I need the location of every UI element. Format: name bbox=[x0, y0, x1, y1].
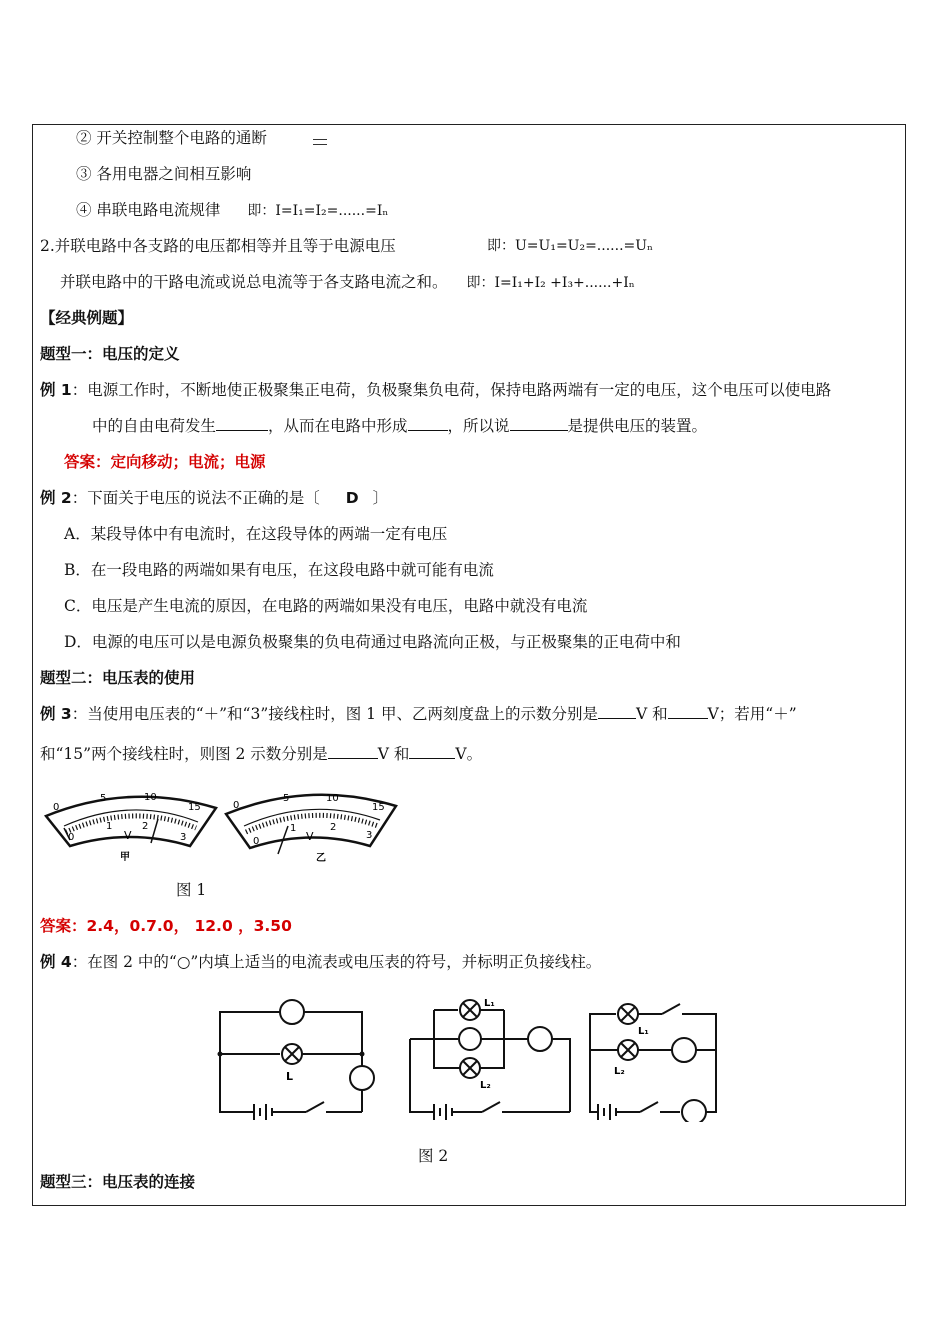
meter-yi-top-0: 0 bbox=[233, 800, 240, 811]
example1-text-b3: ，所以说 bbox=[447, 417, 510, 435]
example2-close: 〕 bbox=[372, 489, 389, 507]
option-c: C．电压是产生电流的原因，在电路的两端如果没有电压，电路中就没有电流 bbox=[64, 597, 588, 615]
example3-text-a2: V 和 bbox=[635, 705, 668, 723]
example1-text-b4: 是提供电压的装置。 bbox=[567, 417, 708, 435]
meter-jia-bottom-3: 3 bbox=[180, 832, 187, 843]
rule-parallel-voltage-formula: 即：U=U₁=U₂=......=Uₙ bbox=[487, 238, 654, 254]
meter-yi-top-15: 15 bbox=[372, 802, 385, 813]
meter-jia bbox=[46, 792, 216, 863]
rule-parallel-current-formula: 即：I=I₁+I₂ +I₃+......+Iₙ bbox=[466, 275, 635, 291]
circuit-2 bbox=[410, 1000, 570, 1120]
meter-jia-label: 甲 bbox=[120, 852, 130, 863]
type3-heading: 题型三：电压表的连接 bbox=[40, 1173, 196, 1191]
section-title: 【经典例题】 bbox=[40, 309, 134, 327]
meter-jia-bottom-0: 0 bbox=[68, 832, 75, 843]
meter-yi-top-5: 5 bbox=[283, 793, 290, 804]
type1-heading: 题型一：电压的定义 bbox=[40, 345, 180, 363]
rule-switch: ② 开关控制整个电路的通断 bbox=[76, 129, 267, 147]
example2-label: 例 2 bbox=[40, 489, 72, 507]
rule-series-current bbox=[76, 200, 388, 221]
blank-6[interactable] bbox=[328, 744, 378, 759]
option-d: D．电源的电压可以是电源负极聚集的负电荷通过电路流向正极，与正极聚集的正电荷中和 bbox=[64, 633, 681, 651]
answer-3: 答案：2.4，0.7.0， 12.0 ，3.50 bbox=[40, 917, 292, 935]
meter-yi-bottom-2: 2 bbox=[330, 822, 337, 833]
example4-label: 例 4 bbox=[40, 953, 72, 971]
example1-text-b1: 中的自由电荷发生 bbox=[92, 417, 217, 435]
meter-jia-top-10: 10 bbox=[144, 792, 157, 803]
circuit-3 bbox=[590, 1004, 716, 1122]
meter-yi-bottom-3: 3 bbox=[366, 830, 373, 841]
example3-text-a1: ：当使用电压表的“＋”和“3”接线柱时，图 1 甲、乙两刻度盘上的示数分别是 bbox=[71, 705, 598, 723]
rule-series-text: ④ 串联电路电流规律 bbox=[76, 201, 221, 219]
blank-4[interactable] bbox=[598, 704, 636, 719]
meter-jia-top-5: 5 bbox=[100, 793, 107, 804]
rule-parallel-voltage bbox=[40, 236, 654, 256]
example1-text-b2: ，从而在电路中形成 bbox=[268, 417, 408, 435]
circuit2-meter-right bbox=[528, 1027, 552, 1051]
stray-mark bbox=[313, 139, 327, 145]
meter-yi-label: 乙 bbox=[316, 853, 326, 864]
rule-parallel-voltage-text: 2.并联电路中各支路的电压都相等并且等于电源电压 bbox=[40, 237, 396, 255]
example4-question bbox=[40, 952, 601, 972]
blank-5[interactable] bbox=[668, 704, 708, 719]
example3-text-b2: V 和 bbox=[377, 745, 410, 763]
example3-text-a3: V；若用“＋” bbox=[707, 705, 797, 723]
meter-yi-bottom-0: 0 bbox=[253, 836, 260, 847]
blank-3[interactable] bbox=[510, 416, 568, 431]
option-b: B．在一段电路的两端如果有电压，在这段电路中就可能有电流 bbox=[64, 561, 494, 579]
figure-2-circuits bbox=[214, 994, 724, 1122]
example3-text-b1: 和“15”两个接线柱时，则图 2 示数分别是 bbox=[40, 745, 328, 763]
meter-jia-unit: V bbox=[124, 829, 132, 842]
option-a: A．某段导体中有电流时，在这段导体的两端一定有电压 bbox=[64, 525, 448, 543]
figure-1-caption: 图 1 bbox=[176, 881, 207, 899]
circuit1-meter-top bbox=[280, 1000, 304, 1024]
circuit2-lamp-l2-label: L₂ bbox=[480, 1080, 491, 1091]
meter-yi bbox=[226, 793, 396, 864]
circuit3-lamp-l1-label: L₁ bbox=[638, 1026, 649, 1037]
circuit1-junction-left bbox=[218, 1052, 223, 1057]
rule-parallel-current bbox=[60, 272, 635, 293]
rule-series-formula: 即：I=I₁=I₂=......=Iₙ bbox=[247, 203, 389, 219]
example1-line1 bbox=[40, 380, 831, 400]
circuit-1 bbox=[220, 1000, 374, 1120]
example3-label: 例 3 bbox=[40, 705, 72, 723]
example3-text-b3: V。 bbox=[455, 745, 483, 763]
meter-jia-bottom-1: 1 bbox=[106, 821, 113, 832]
example2-answer: D bbox=[345, 489, 359, 507]
meter-jia-bottom-2: 2 bbox=[142, 821, 149, 832]
circuit1-lamp-label: L bbox=[286, 1070, 294, 1083]
circuit1-junction-right bbox=[360, 1052, 365, 1057]
circuit3-meter-bottom bbox=[682, 1100, 706, 1122]
example1-line2 bbox=[92, 416, 707, 436]
type2-heading: 题型二：电压表的使用 bbox=[40, 669, 196, 687]
circuit3-lamp-l2-label: L₂ bbox=[614, 1066, 625, 1077]
meter-yi-top-10: 10 bbox=[326, 793, 339, 804]
example4-text: ：在图 2 中的“○”内填上适当的电流表或电压表的符号，并标明正负接线柱。 bbox=[71, 953, 602, 971]
example3-line1 bbox=[40, 704, 797, 724]
rule-parallel-current-text: 并联电路中的干路电流或说总电流等于各支路电流之和。 bbox=[60, 273, 448, 291]
figure-1-voltmeters bbox=[40, 788, 400, 868]
example1-text-a: ：电源工作时，不断地使正极聚集正电荷，负极聚集负电荷，保持电路两端有一定的电压，这个电压可以使电路 bbox=[71, 381, 832, 399]
rule-influence: ③ 各用电器之间相互影响 bbox=[76, 165, 252, 183]
circuit2-lamp-l1-label: L₁ bbox=[484, 998, 495, 1009]
meter-yi-unit: V bbox=[306, 830, 314, 843]
meter-yi-bottom-1: 1 bbox=[290, 823, 297, 834]
circuit1-meter-right bbox=[350, 1066, 374, 1090]
circuit2-meter-mid bbox=[459, 1028, 481, 1050]
blank-2[interactable] bbox=[408, 416, 448, 431]
example2-text: ：下面关于电压的说法不正确的是〔 bbox=[71, 489, 320, 507]
blank-1[interactable] bbox=[216, 416, 268, 431]
meter-jia-top-0: 0 bbox=[53, 802, 60, 813]
answer-1: 答案：定向移动；电流；电源 bbox=[64, 453, 266, 471]
blank-7[interactable] bbox=[409, 744, 455, 759]
example2-question bbox=[40, 488, 388, 508]
circuit3-meter-mid bbox=[672, 1038, 696, 1062]
meter-jia-top-15: 15 bbox=[188, 802, 201, 813]
figure-2-caption: 图 2 bbox=[418, 1147, 449, 1165]
example3-line2 bbox=[40, 744, 482, 764]
example1-label: 例 1 bbox=[40, 381, 72, 399]
